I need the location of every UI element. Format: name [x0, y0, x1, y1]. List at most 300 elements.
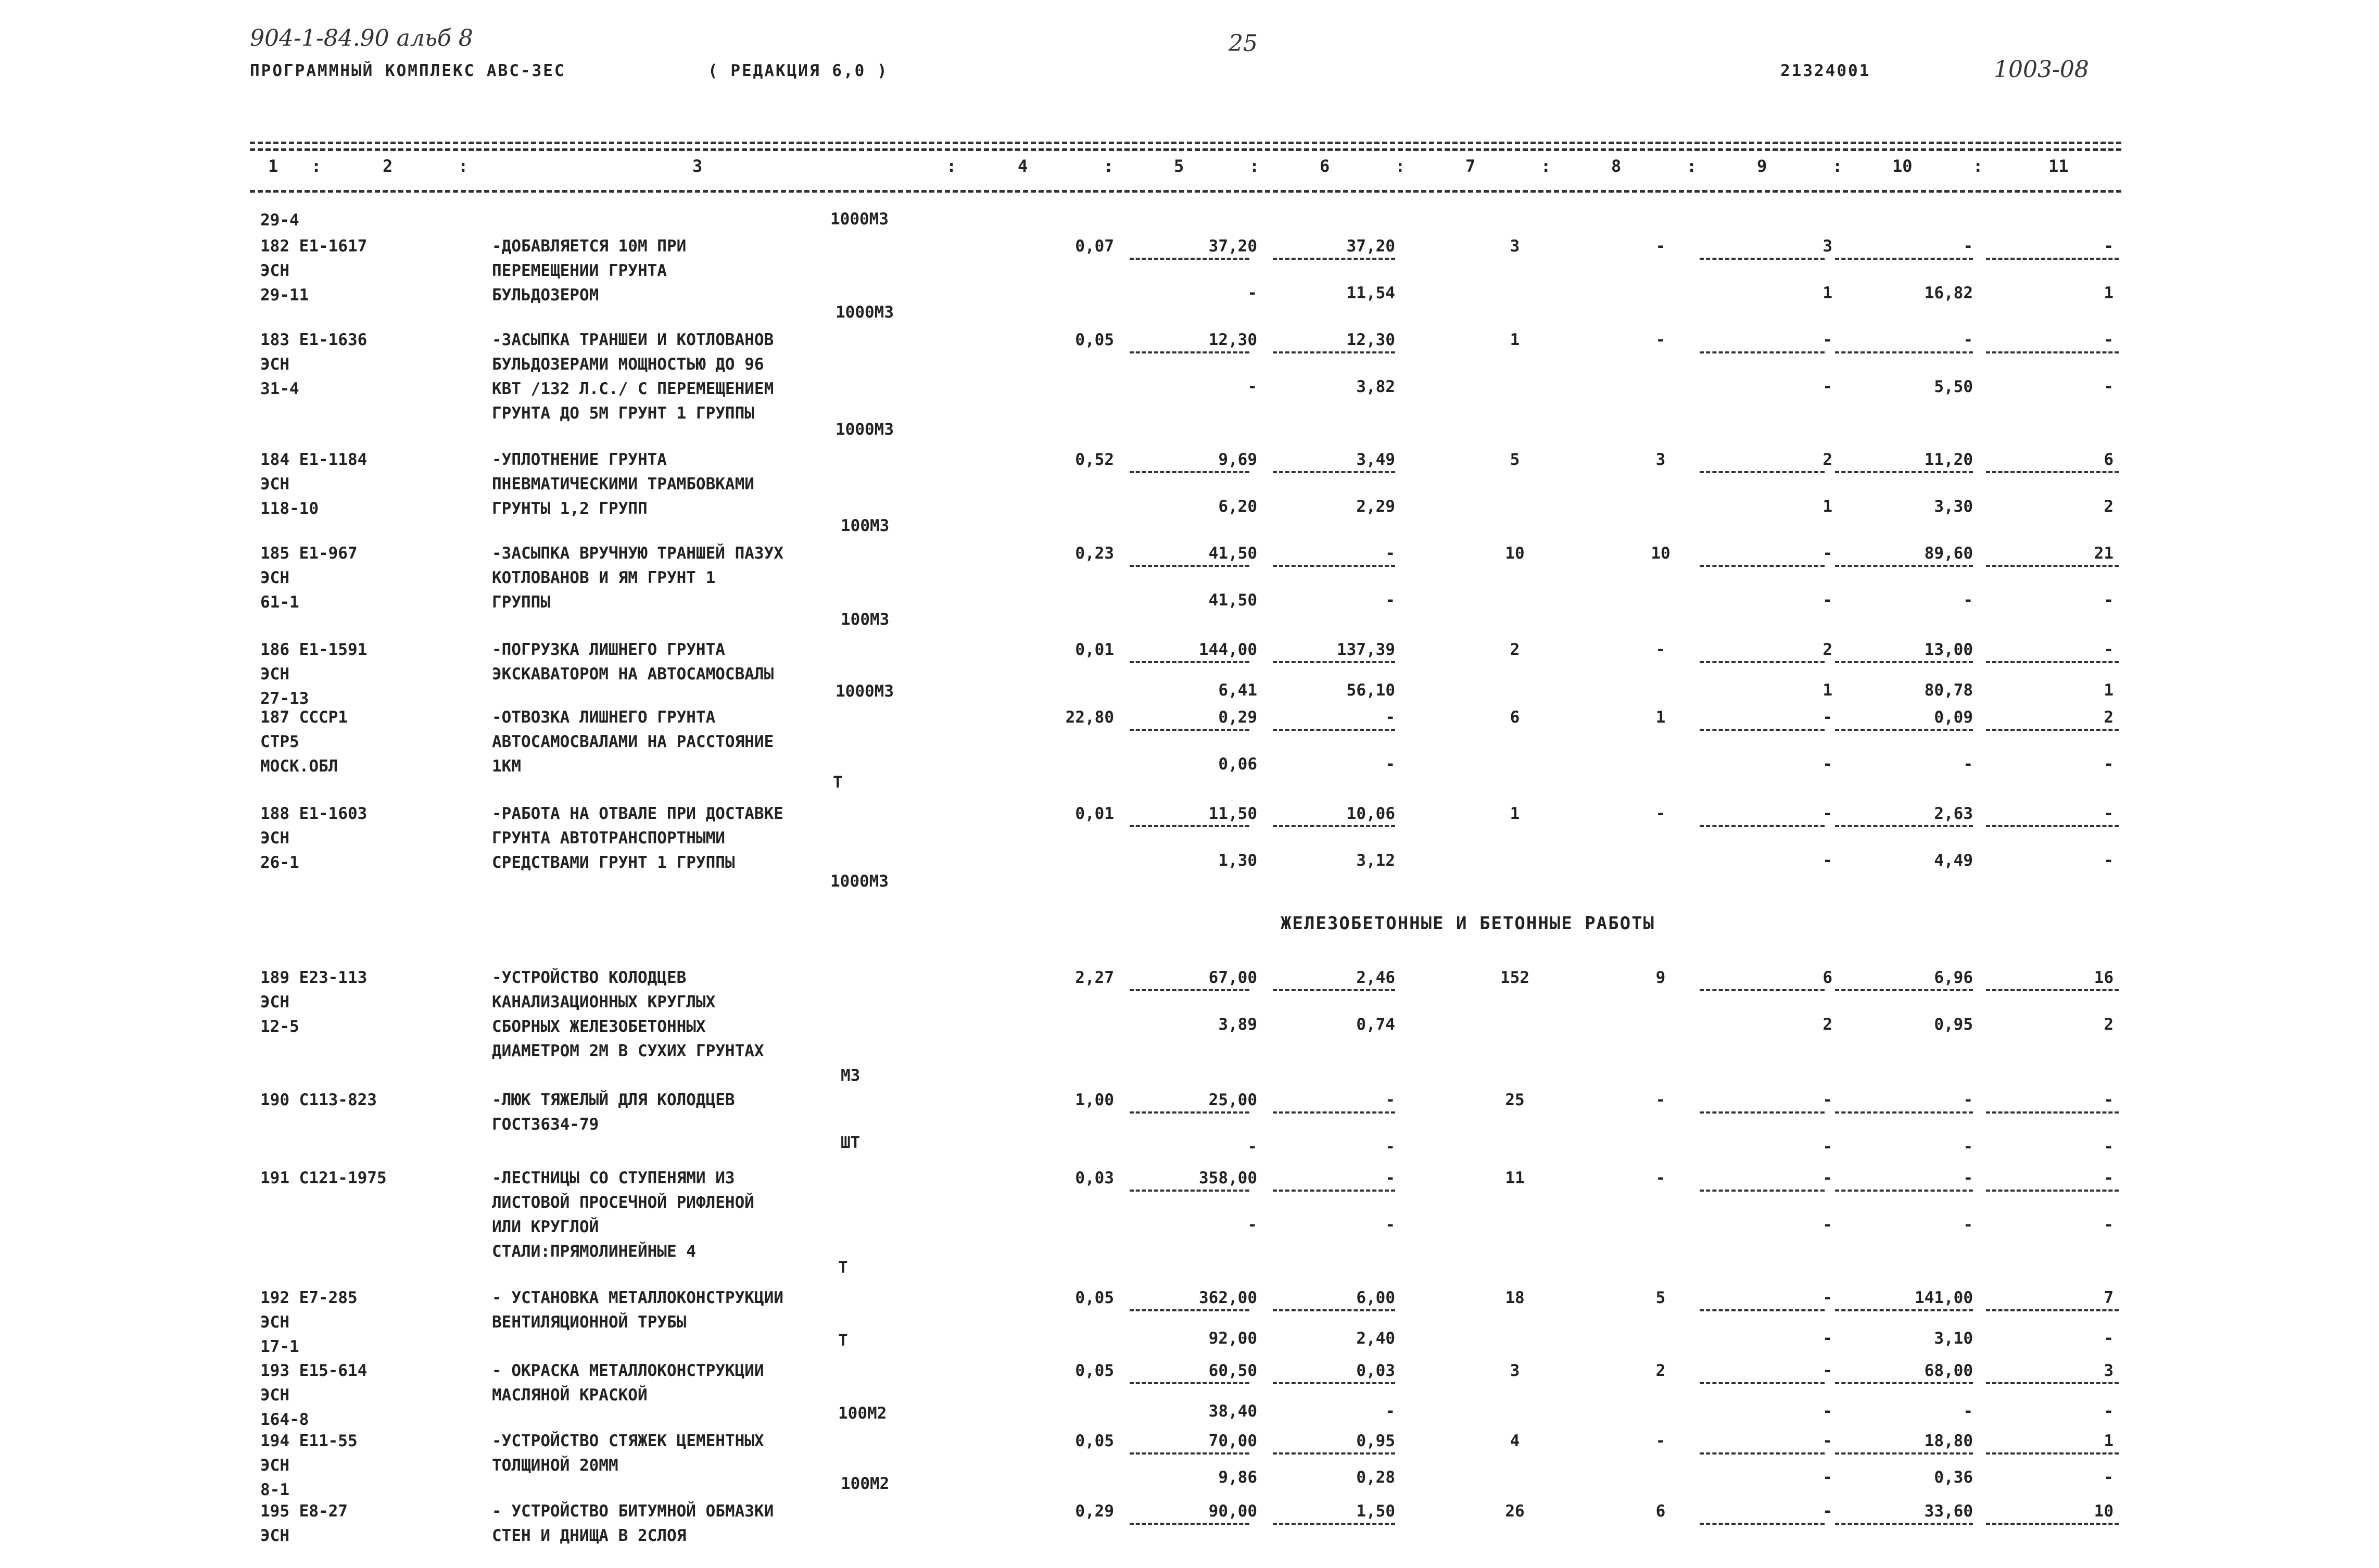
row-col11: -	[2104, 331, 2114, 349]
cell-underline	[1835, 565, 1973, 567]
cell-underline	[1273, 989, 1395, 991]
row-description: -ЗАСЫПКА ТРАНШЕИ И КОТЛОВАНОВ	[492, 331, 774, 349]
row-col9: 6	[1823, 968, 1832, 987]
row-col11-2: 2	[2104, 1015, 2114, 1034]
cell-underline	[1700, 258, 1825, 260]
row-col11: -	[2104, 804, 2114, 823]
row-cost-machine: 12,30	[1346, 331, 1395, 349]
column-separator: :	[1832, 156, 1843, 176]
row-col9: -	[1823, 331, 1832, 349]
row-col7: 25	[1505, 1091, 1525, 1109]
cell-underline	[1986, 1111, 2119, 1114]
row-col10: 2,63	[1934, 804, 1973, 823]
row-description: КВТ /132 Л.С./ С ПЕРЕМЕЩЕНИЕМ	[492, 380, 774, 398]
row-description: -УПЛОТНЕНИЕ ГРУНТА	[492, 450, 667, 469]
row-code: 27-13	[260, 689, 309, 708]
row-code: 189 Е23-113	[260, 968, 368, 987]
cell-underline	[1986, 1190, 2119, 1192]
row-col7: 10	[1505, 544, 1525, 563]
row-col8: 5	[1655, 1288, 1666, 1307]
row-cost-total-2: -	[1247, 284, 1257, 302]
row-col11: 16	[2094, 968, 2114, 987]
cell-underline	[1835, 729, 1973, 731]
row-cost-total: 25,00	[1208, 1091, 1257, 1109]
row-unit: 100М3	[841, 516, 890, 535]
cell-underline	[1835, 1452, 1973, 1455]
row-cost-machine-2: 0,28	[1356, 1468, 1395, 1487]
cell-underline	[1273, 1523, 1395, 1525]
row-code: ЭСН	[260, 665, 289, 684]
row-description: 1КМ	[492, 757, 521, 776]
cell-underline	[1700, 1190, 1825, 1192]
row-cost-machine: 10,06	[1346, 804, 1395, 823]
row-cost-machine-2: 0,74	[1356, 1015, 1395, 1034]
row-code: 29-4	[260, 211, 299, 230]
column-number-10: 10	[1892, 156, 1913, 176]
cell-underline	[1835, 989, 1973, 991]
row-code: 12-5	[260, 1017, 299, 1036]
row-col10: 0,09	[1934, 708, 1973, 727]
cell-underline	[1835, 1190, 1973, 1192]
row-cost-total-2: 38,40	[1208, 1402, 1257, 1421]
row-col9-2: 1	[1823, 284, 1832, 302]
row-code: 164-8	[260, 1410, 309, 1429]
cell-underline	[1273, 1309, 1395, 1311]
row-cost-machine-2: 2,40	[1356, 1329, 1395, 1348]
row-code: 17-1	[260, 1337, 299, 1356]
row-description: - УСТРОЙСТВО БИТУМНОЙ ОБМАЗКИ	[492, 1502, 774, 1521]
row-cost-total-2: -	[1247, 1216, 1257, 1234]
row-unit: Т	[838, 1258, 848, 1277]
row-col7: 3	[1510, 237, 1520, 256]
row-cost-machine-2: -	[1385, 1402, 1395, 1421]
row-cost-machine: 6,00	[1356, 1288, 1395, 1307]
row-code: 182 Е1-1617	[260, 237, 368, 256]
column-separator: :	[946, 156, 957, 176]
row-col8: -	[1655, 331, 1666, 349]
cell-underline	[1130, 729, 1249, 731]
row-code: 190 С113-823	[260, 1091, 377, 1109]
cell-underline	[1986, 1382, 2119, 1384]
row-col11: 21	[2094, 544, 2114, 563]
row-col8: -	[1655, 237, 1666, 256]
row-description: ДИАМЕТРОМ 2М В СУХИХ ГРУНТАХ	[492, 1042, 764, 1060]
row-cost-machine: 1,50	[1356, 1502, 1395, 1521]
row-code: 29-11	[260, 286, 309, 305]
row-col10-2: 16,82	[1924, 284, 1973, 302]
row-cost-total-2: -	[1247, 377, 1257, 396]
cell-underline	[1700, 565, 1825, 567]
row-code: ЭСН	[260, 993, 289, 1011]
column-separator: :	[458, 156, 469, 176]
row-code: 118-10	[260, 499, 319, 518]
row-col10-2: -	[1963, 755, 1973, 774]
row-col11-2: -	[2104, 1468, 2114, 1487]
row-quantity: 0,05	[1075, 1288, 1114, 1307]
row-cost-machine: 0,03	[1356, 1361, 1395, 1380]
row-col7: 6	[1510, 708, 1520, 727]
row-cost-machine: 2,46	[1356, 968, 1395, 987]
cell-underline	[1835, 351, 1973, 353]
row-col9-2: -	[1823, 755, 1832, 774]
row-code: 186 Е1-1591	[260, 640, 368, 659]
row-col9-2: -	[1823, 1216, 1832, 1234]
row-code: ЭСН	[260, 1386, 289, 1405]
row-quantity: 0,23	[1075, 544, 1114, 563]
row-description: - УСТАНОВКА МЕТАЛЛОКОНСТРУКЦИИ	[492, 1288, 783, 1307]
row-col7: 5	[1510, 450, 1520, 469]
row-cost-total-2: 3,89	[1218, 1015, 1257, 1034]
cell-underline	[1700, 989, 1825, 991]
row-quantity: 0,03	[1075, 1169, 1114, 1187]
row-cost-machine-2: -	[1385, 1137, 1395, 1156]
row-cost-total: 9,69	[1218, 450, 1257, 469]
row-col11: -	[2104, 237, 2114, 256]
row-col8: -	[1655, 1169, 1666, 1187]
cell-underline	[1273, 1452, 1395, 1455]
row-col10: -	[1963, 331, 1973, 349]
cell-underline	[1986, 1523, 2119, 1525]
cell-underline	[1986, 989, 2119, 991]
cell-underline	[1700, 825, 1825, 827]
cell-underline	[1986, 258, 2119, 260]
row-col8: 2	[1655, 1361, 1666, 1380]
cell-underline	[1130, 825, 1249, 827]
row-col8: 10	[1651, 544, 1671, 563]
cell-underline	[1130, 1190, 1249, 1192]
row-description: КОТЛОВАНОВ И ЯМ ГРУНТ 1	[492, 568, 716, 587]
row-col11: -	[2104, 1169, 2114, 1187]
row-cost-total: 60,50	[1208, 1361, 1257, 1380]
column-separator: :	[1104, 156, 1114, 176]
row-description: ГРУНТА ДО 5М ГРУНТ 1 ГРУППЫ	[492, 404, 754, 423]
cell-underline	[1700, 1382, 1825, 1384]
row-code: СТР5	[260, 732, 299, 751]
row-unit: 1000М3	[836, 420, 894, 439]
section-title: ЖЕЛЕЗОБЕТОННЫЕ И БЕТОННЫЕ РАБОТЫ	[1281, 913, 1655, 934]
row-cost-machine: 3,49	[1356, 450, 1395, 469]
row-description: ГРУНТА АВТОТРАНСПОРТНЫМИ	[492, 829, 725, 848]
row-col10: 18,80	[1924, 1432, 1973, 1450]
row-cost-total: 144,00	[1199, 640, 1257, 659]
row-code: 191 С121-1975	[260, 1169, 387, 1187]
row-description: ПНЕВМАТИЧЕСКИМИ ТРАМБОВКАМИ	[492, 475, 754, 494]
cell-underline	[1835, 1111, 1973, 1114]
cell-underline	[1273, 1111, 1395, 1114]
row-col10: 6,96	[1934, 968, 1973, 987]
program-title: ПРОГРАММНЫЙ КОМПЛЕКС АВС-3ЕС	[250, 61, 566, 80]
row-cost-total-2: 92,00	[1208, 1329, 1257, 1348]
row-col11-2: -	[2104, 1216, 2114, 1234]
row-description: ВЕНТИЛЯЦИОННОЙ ТРУБЫ	[492, 1313, 687, 1332]
row-code: 195 Е8-27	[260, 1502, 348, 1521]
row-col11-2: -	[2104, 1402, 2114, 1421]
cell-underline	[1273, 258, 1395, 260]
cell-underline	[1130, 1111, 1249, 1114]
row-code: МОСК.ОБЛ	[260, 757, 338, 776]
cell-underline	[1986, 471, 2119, 473]
row-unit: Т	[838, 1331, 848, 1350]
row-col11-2: -	[2104, 1329, 2114, 1348]
row-col11-2: 1	[2104, 681, 2114, 700]
row-col9: -	[1823, 1361, 1832, 1380]
column-separator: :	[1541, 156, 1551, 176]
row-col10-2: -	[1963, 1137, 1973, 1156]
row-col9: -	[1823, 544, 1832, 563]
row-code: ЭСН	[260, 475, 289, 494]
column-separator: :	[1973, 156, 1983, 176]
row-col9-2: -	[1823, 1137, 1832, 1156]
row-col9-2: -	[1823, 591, 1832, 610]
row-unit: 1000М3	[830, 210, 889, 229]
cell-underline	[1273, 825, 1395, 827]
cell-underline	[1273, 351, 1395, 353]
row-col11: 10	[2094, 1502, 2114, 1521]
cell-underline	[1273, 471, 1395, 473]
column-number-9: 9	[1757, 156, 1767, 176]
row-description: СТАЛИ:ПРЯМОЛИНЕЙНЫЕ 4	[492, 1242, 696, 1261]
row-col10-2: 3,10	[1934, 1329, 1973, 1348]
row-col8: 3	[1655, 450, 1666, 469]
column-number-3: 3	[692, 156, 703, 176]
row-description: ГОСТ3634-79	[492, 1115, 599, 1134]
row-unit: 1000М3	[836, 303, 894, 322]
row-col9-2: -	[1823, 377, 1832, 396]
row-col9: -	[1823, 804, 1832, 823]
row-code: 184 Е1-1184	[260, 450, 368, 469]
row-col11: 3	[2104, 1361, 2114, 1380]
row-cost-machine: 137,39	[1337, 640, 1395, 659]
row-code: 188 Е1-1603	[260, 804, 368, 823]
row-description: -ЛЕСТНИЦЫ СО СТУПЕНЯМИ ИЗ	[492, 1169, 735, 1187]
row-unit: 100М2	[841, 1474, 890, 1493]
row-code: ЭСН	[260, 1456, 289, 1475]
row-code: 31-4	[260, 380, 299, 398]
cell-underline	[1130, 661, 1249, 663]
cell-underline	[1130, 351, 1249, 353]
row-description: - ОКРАСКА МЕТАЛЛОКОНСТРУКЦИИ	[492, 1361, 764, 1380]
row-cost-machine-2: 11,54	[1346, 284, 1395, 302]
row-unit: ШТ	[841, 1133, 861, 1152]
row-cost-machine: -	[1385, 708, 1395, 727]
row-description: ПЕРЕМЕЩЕНИИ ГРУНТА	[492, 261, 667, 280]
cell-underline	[1700, 1309, 1825, 1311]
row-col7: 18	[1505, 1288, 1525, 1307]
row-cost-machine-2: -	[1385, 591, 1395, 610]
cell-underline	[1700, 729, 1825, 731]
column-number-2: 2	[383, 156, 393, 176]
row-col9: -	[1823, 1502, 1832, 1521]
row-cost-total-2: 0,06	[1218, 755, 1257, 774]
row-col10-2: -	[1963, 1216, 1973, 1234]
row-col11: -	[2104, 640, 2114, 659]
row-col10-2: -	[1963, 591, 1973, 610]
row-col11-2: 1	[2104, 284, 2114, 302]
row-col10: 89,60	[1924, 544, 1973, 563]
row-cost-total: 70,00	[1208, 1432, 1257, 1450]
row-code: 185 Е1-967	[260, 544, 358, 563]
row-col10: -	[1963, 1091, 1973, 1109]
row-description: ГРУППЫ	[492, 593, 550, 612]
row-cost-total: 0,29	[1218, 708, 1257, 727]
row-col9: -	[1823, 1091, 1832, 1109]
row-cost-machine-2: -	[1385, 755, 1395, 774]
cell-underline	[1700, 1523, 1825, 1525]
row-code: 194 Е11-55	[260, 1432, 358, 1450]
row-col9: 3	[1823, 237, 1832, 256]
row-col7: 26	[1505, 1502, 1525, 1521]
cell-underline	[1130, 1523, 1249, 1525]
row-cost-total-2: 9,86	[1218, 1468, 1257, 1487]
row-description: СТЕН И ДНИЩА В 2СЛОЯ	[492, 1526, 687, 1545]
row-quantity: 0,01	[1075, 640, 1114, 659]
handwritten-page-number: 25	[1229, 30, 1258, 57]
row-col7: 2	[1510, 640, 1520, 659]
row-col9-2: 2	[1823, 1015, 1832, 1034]
row-col10: -	[1963, 237, 1973, 256]
cell-underline	[1700, 661, 1825, 663]
row-col10-2: 80,78	[1924, 681, 1973, 700]
row-col8: -	[1655, 1091, 1666, 1109]
row-description: СРЕДСТВАМИ ГРУНТ 1 ГРУППЫ	[492, 853, 735, 872]
row-col8: -	[1655, 804, 1666, 823]
row-cost-machine-2: 3,82	[1356, 377, 1395, 396]
row-description: КАНАЛИЗАЦИОННЫХ КРУГЛЫХ	[492, 993, 716, 1011]
row-description: СБОРНЫХ ЖЕЛЕЗОБЕТОННЫХ	[492, 1017, 706, 1036]
row-code: ЭСН	[260, 829, 289, 848]
row-col9: -	[1823, 1432, 1832, 1450]
column-number-4: 4	[1018, 156, 1028, 176]
row-description: ЭКСКАВАТОРОМ НА АВТОСАМОСВАЛЫ	[492, 665, 774, 684]
row-description: ТОЛЩИНОЙ 20ММ	[492, 1456, 618, 1475]
row-description: -ЛЮК ТЯЖЕЛЫЙ ДЛЯ КОЛОДЦЕВ	[492, 1091, 735, 1109]
row-description: АВТОСАМОСВАЛАМИ НА РАССТОЯНИЕ	[492, 732, 774, 751]
row-col7: 4	[1510, 1432, 1520, 1450]
cell-underline	[1273, 1382, 1395, 1384]
row-description: ИЛИ КРУГЛОЙ	[492, 1218, 599, 1236]
cell-underline	[1986, 565, 2119, 567]
row-description: -УСТРОЙСТВО КОЛОДЦЕВ	[492, 968, 687, 987]
row-cost-machine: 0,95	[1356, 1432, 1395, 1450]
row-cost-total-2: 1,30	[1218, 851, 1257, 870]
row-code: ЭСН	[260, 568, 289, 587]
row-col10-2: 5,50	[1934, 377, 1973, 396]
handwritten-sheet-code: 1003-08	[1994, 56, 2089, 83]
edition-label: ( РЕДАКЦИЯ 6,0 )	[708, 61, 889, 80]
row-quantity: 22,80	[1065, 708, 1114, 727]
row-col11: 1	[2104, 1432, 2114, 1450]
column-number-5: 5	[1174, 156, 1184, 176]
row-col10-2: 3,30	[1934, 497, 1973, 516]
cell-underline	[1700, 471, 1825, 473]
row-col11-2: -	[2104, 851, 2114, 870]
cell-underline	[1835, 1523, 1973, 1525]
row-col9-2: -	[1823, 1329, 1832, 1348]
column-separator: :	[1249, 156, 1260, 176]
row-unit: 100М3	[841, 610, 890, 629]
row-description: -ЗАСЫПКА ВРУЧНУЮ ТРАНШЕЙ ПАЗУХ	[492, 544, 783, 563]
row-unit: 1000М3	[830, 872, 889, 891]
row-col9: -	[1823, 1169, 1832, 1187]
cell-underline	[1986, 1309, 2119, 1311]
row-col9: 2	[1823, 450, 1832, 469]
row-description: -УСТРОЙСТВО СТЯЖЕК ЦЕМЕНТНЫХ	[492, 1432, 764, 1450]
cell-underline	[1835, 471, 1973, 473]
row-code: 61-1	[260, 593, 299, 612]
cell-underline	[1273, 1190, 1395, 1192]
row-quantity: 0,01	[1075, 804, 1114, 823]
row-col9-2: -	[1823, 851, 1832, 870]
row-quantity: 0,07	[1075, 237, 1114, 256]
cell-underline	[1986, 351, 2119, 353]
row-quantity: 0,05	[1075, 1361, 1114, 1380]
row-cost-total: 362,00	[1199, 1288, 1257, 1307]
row-col8: 1	[1655, 708, 1666, 727]
row-code: 192 Е7-285	[260, 1288, 358, 1307]
row-col11-2: -	[2104, 1137, 2114, 1156]
cell-underline	[1273, 565, 1395, 567]
row-cost-machine: 37,20	[1346, 237, 1395, 256]
row-code: ЭСН	[260, 1526, 289, 1545]
row-col11: -	[2104, 1091, 2114, 1109]
row-unit: 100М2	[838, 1404, 887, 1423]
row-col8: 9	[1655, 968, 1666, 987]
row-col10-2: 0,95	[1934, 1015, 1973, 1034]
row-col11: 7	[2104, 1288, 2114, 1307]
row-col10: 11,20	[1924, 450, 1973, 469]
column-number-7: 7	[1465, 156, 1476, 176]
row-col11-2: 2	[2104, 497, 2114, 516]
row-cost-total: 90,00	[1208, 1502, 1257, 1521]
row-col8: -	[1655, 640, 1666, 659]
row-col8: -	[1655, 1432, 1666, 1450]
row-col11: 2	[2104, 708, 2114, 727]
column-separator: :	[311, 156, 322, 176]
column-number-6: 6	[1320, 156, 1330, 176]
cell-underline	[1700, 351, 1825, 353]
row-col11-2: -	[2104, 755, 2114, 774]
row-col7: 1	[1510, 804, 1520, 823]
cell-underline	[1986, 1452, 2119, 1455]
row-code: ЭСН	[260, 261, 289, 280]
row-description: ЛИСТОВОЙ ПРОСЕЧНОЙ РИФЛЕНОЙ	[492, 1193, 754, 1212]
row-col7: 3	[1510, 1361, 1520, 1380]
row-col9: -	[1823, 1288, 1832, 1307]
row-quantity: 0,05	[1075, 1432, 1114, 1450]
row-code: 187 СССР1	[260, 708, 348, 727]
cell-underline	[1130, 1382, 1249, 1384]
row-unit: М3	[841, 1066, 861, 1085]
row-description: БУЛЬДОЗЕРОМ	[492, 286, 599, 305]
cell-underline	[1130, 471, 1249, 473]
cell-underline	[1130, 1309, 1249, 1311]
handwritten-album-reference: 904-1-84.90 альб 8	[250, 25, 473, 52]
row-cost-machine-2: -	[1385, 1216, 1395, 1234]
column-number-11: 11	[2048, 156, 2069, 176]
row-col11-2: -	[2104, 377, 2114, 396]
row-description: -ОТВОЗКА ЛИШНЕГО ГРУНТА	[492, 708, 716, 727]
column-number-1: 1	[268, 156, 279, 176]
row-description: БУЛЬДОЗЕРАМИ МОЩНОСТЬЮ ДО 96	[492, 355, 764, 374]
cell-underline	[1130, 989, 1249, 991]
row-col10: 141,00	[1915, 1288, 1973, 1307]
row-col9-2: 1	[1823, 497, 1832, 516]
row-col10-2: 4,49	[1934, 851, 1973, 870]
row-cost-machine: -	[1385, 1091, 1395, 1109]
row-cost-total-2: 41,50	[1208, 591, 1257, 610]
row-cost-total: 67,00	[1208, 968, 1257, 987]
row-cost-machine: -	[1385, 544, 1395, 563]
